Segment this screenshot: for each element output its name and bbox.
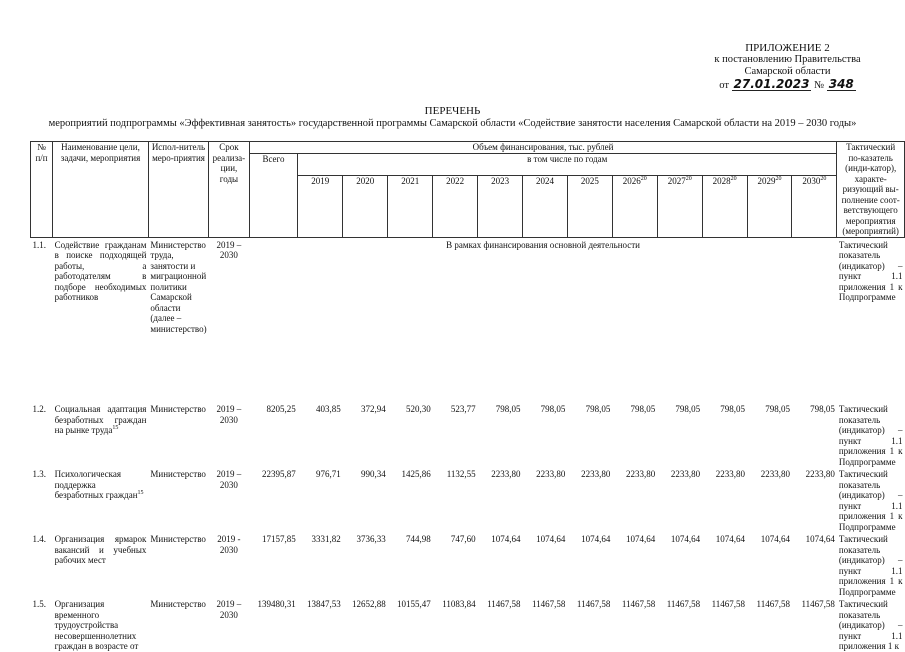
header-year-label: 2030	[802, 175, 821, 186]
row-name	[53, 467, 149, 532]
row-term: 2019 – 2030	[216, 469, 242, 490]
row-year-value: 2233,80	[491, 469, 521, 479]
row-year-value: 11467,58	[621, 599, 656, 609]
appendix-line-region: Самарской области	[744, 66, 831, 77]
row-year-value: 2233,80	[581, 469, 611, 479]
header-year	[702, 175, 747, 237]
header-year-label: 2022	[446, 175, 465, 186]
row-name	[53, 597, 149, 652]
row-year-value: 520,30	[405, 404, 431, 414]
row-year-value: 11467,58	[801, 599, 835, 609]
row-year-value: 744,98	[405, 534, 431, 544]
row-executor: Министерство	[150, 599, 206, 609]
header-year-label: 2023	[491, 175, 510, 186]
measures-table	[30, 141, 905, 652]
header-year-label: 2020	[356, 175, 375, 186]
appendix-date-line	[700, 78, 875, 92]
row-year-value: 403,85	[315, 404, 341, 414]
row-year-value: 11467,58	[487, 599, 521, 609]
row-name	[53, 402, 149, 467]
document-title: ПЕРЕЧЕНЬ	[424, 105, 481, 117]
row-indicator: Тактический показатель (индикатор) – пункт 1.1 приложения 1 к Подпрограмме	[838, 469, 903, 532]
row-year-value: 2233,80	[715, 469, 746, 479]
row-num: 1.1.	[32, 239, 46, 250]
from-label: от	[719, 80, 729, 91]
row-year-value: 10155,47	[396, 599, 431, 609]
header-num: № п/п	[31, 142, 53, 238]
row-year-value: 523,77	[450, 404, 476, 414]
document-subtitle: мероприятий подпрограммы «Эффективная занятость» государственной программы Самарской области «Содействие занятости населения Самарской области на 2019 – 2030 годы»	[48, 118, 857, 129]
header-year-footnote: 20	[730, 175, 737, 182]
row-year-value: 2233,80	[805, 469, 835, 479]
header-total: Всего	[249, 154, 297, 238]
row-year-value: 11467,58	[711, 599, 746, 609]
row-indicator: Тактический показатель (индикатор) – пункт 1.1 приложения 1 к Подпрограмме	[838, 239, 903, 302]
row-year-value: 798,05	[540, 404, 566, 414]
row-year-value: 798,05	[630, 404, 656, 414]
header-year-label: 2028	[712, 175, 731, 186]
row-year-value: 798,05	[720, 404, 746, 414]
table-row	[31, 402, 905, 467]
row-year-value: 3736,33	[356, 534, 386, 544]
row-name-footnote: 15	[137, 490, 144, 496]
row-year-value: 798,05	[765, 404, 790, 414]
header-executor: Испол-нитель меро-приятия	[148, 142, 208, 238]
table-row	[31, 532, 905, 597]
header-year-label: 2026	[622, 175, 641, 186]
row-indicator: Тактический показатель (индикатор) – пункт 1.1 приложения 1 к Подпрограмме	[838, 404, 903, 467]
row-name-text: Организация временного трудоустройства несовершеннолетних граждан в возрасте от	[54, 599, 139, 651]
header-year-footnote: 20	[775, 175, 782, 182]
appendix-line-resolution: к постановлению Правительства	[714, 54, 861, 65]
row-name-text: Организация ярмарок вакансий и учебных рабочих мест	[54, 534, 147, 565]
header-year-label: 2024	[535, 175, 554, 186]
header-year	[298, 175, 343, 237]
row-year-value: 798,05	[585, 404, 611, 414]
header-year	[433, 175, 478, 237]
header-year-label: 2027	[667, 175, 686, 186]
row-executor: Министерство	[150, 534, 206, 544]
row-year-value: 1425,86	[401, 469, 431, 479]
row-year-value: 2233,80	[760, 469, 790, 479]
header-year-footnote: 20	[640, 175, 647, 182]
appendix-title: ПРИЛОЖЕНИЕ 2	[745, 42, 830, 54]
header-year	[478, 175, 523, 237]
header-year	[567, 175, 612, 237]
header-year-footnote: 20	[820, 175, 827, 182]
row-indicator: Тактический показатель (индикатор) – пункт 1.1 приложения 1 к Подпрограмме	[838, 534, 903, 597]
row-year-value: 798,05	[495, 404, 521, 414]
header-year	[792, 175, 837, 237]
table-row	[31, 467, 905, 532]
row-num: 1.2.	[32, 404, 46, 414]
row-year-value: 11467,58	[756, 599, 790, 609]
row-year-value: 2233,80	[625, 469, 656, 479]
row-name-text: Психологическая поддержка безработных граждан	[54, 469, 138, 500]
row-financing-note: В рамках финансирования основной деятельности	[446, 239, 640, 250]
row-year-value: 11083,84	[442, 599, 476, 609]
header-term: Срок реализа-ции, годы	[209, 142, 250, 238]
row-year-value: 1074,64	[581, 534, 611, 544]
row-year-value: 12652,88	[351, 599, 386, 609]
header-year	[388, 175, 433, 237]
header-year	[657, 175, 702, 237]
row-year-value: 976,71	[315, 469, 341, 479]
table-row	[31, 597, 905, 652]
handwritten-number: 348	[828, 77, 854, 91]
row-year-value: 798,05	[810, 404, 835, 414]
header-year	[612, 175, 657, 237]
table-row	[31, 237, 905, 402]
header-indicator: Тактический по-казатель (инди-катор), характе-ризующий вы-полнение соот-ветствующего мероприятия (мероприятий)	[837, 142, 905, 238]
row-year-value: 2233,80	[670, 469, 701, 479]
row-year-value: 1074,64	[805, 534, 835, 544]
row-total: 139480,31	[257, 599, 296, 609]
row-executor: Министерство	[150, 404, 206, 414]
row-year-value: 747,60	[450, 534, 476, 544]
header-name: Наименование цели, задачи, мероприятия	[53, 142, 149, 238]
row-year-value: 2233,80	[536, 469, 566, 479]
row-year-value: 1074,64	[670, 534, 701, 544]
row-total: 8205,25	[266, 404, 296, 414]
header-year-label: 2029	[757, 175, 776, 186]
row-year-value: 798,05	[675, 404, 701, 414]
row-year-value: 1074,64	[536, 534, 566, 544]
row-year-value: 1074,64	[715, 534, 746, 544]
row-num: 1.4.	[32, 534, 46, 544]
row-year-value: 1074,64	[760, 534, 790, 544]
row-executor: Министерство труда, занятости и миграционной политики Самарской области (далее – министерство)	[150, 239, 207, 334]
row-year-value: 990,34	[360, 469, 386, 479]
row-year-value: 3331,82	[311, 534, 341, 544]
row-executor: Министерство	[150, 469, 206, 479]
row-year-value: 1074,64	[491, 534, 521, 544]
header-year-label: 2021	[401, 175, 420, 186]
row-term: 2019 – 2030	[216, 239, 242, 260]
row-year-value: 11467,58	[666, 599, 701, 609]
row-name-text: Содействие гражданам в поиске подходящей работы, а работодателям в подборе необходимых работников	[54, 239, 147, 302]
row-year-value: 11467,58	[532, 599, 566, 609]
row-name	[53, 532, 149, 597]
row-year-value: 13847,53	[306, 599, 341, 609]
row-year-value: 1074,64	[625, 534, 656, 544]
header-year	[343, 175, 388, 237]
row-name-footnote: 15	[112, 425, 119, 431]
number-label: №	[814, 80, 825, 91]
header-year	[523, 175, 568, 237]
row-year-value: 1132,55	[446, 469, 476, 479]
row-name	[53, 237, 149, 402]
handwritten-date: 27.01.2023	[733, 77, 810, 91]
row-name-text: Социальная адаптация безработных граждан на рынке труда	[54, 404, 147, 435]
header-financing: Объем финансирования, тыс. рублей	[249, 142, 837, 154]
header-year-footnote: 20	[685, 175, 692, 182]
row-num: 1.3.	[32, 469, 46, 479]
row-total: 17157,85	[261, 534, 296, 544]
row-num: 1.5.	[32, 599, 46, 609]
row-year-value: 11467,58	[576, 599, 611, 609]
header-year	[747, 175, 792, 237]
row-total: 22395,87	[261, 469, 296, 479]
header-year-label: 2019	[311, 175, 330, 186]
appendix-block	[700, 42, 875, 92]
row-term: 2019 – 2030	[216, 404, 242, 425]
row-term: 2019 - 2030	[217, 534, 241, 555]
row-indicator: Тактический показатель (индикатор) – пункт 1.1 приложения 1 к	[838, 599, 903, 651]
row-term: 2019 – 2030	[216, 599, 242, 620]
header-year-label: 2025	[580, 175, 599, 186]
header-by-years: в том числе по годам	[298, 154, 837, 176]
row-year-value: 372,94	[360, 404, 386, 414]
table-body	[31, 237, 905, 652]
